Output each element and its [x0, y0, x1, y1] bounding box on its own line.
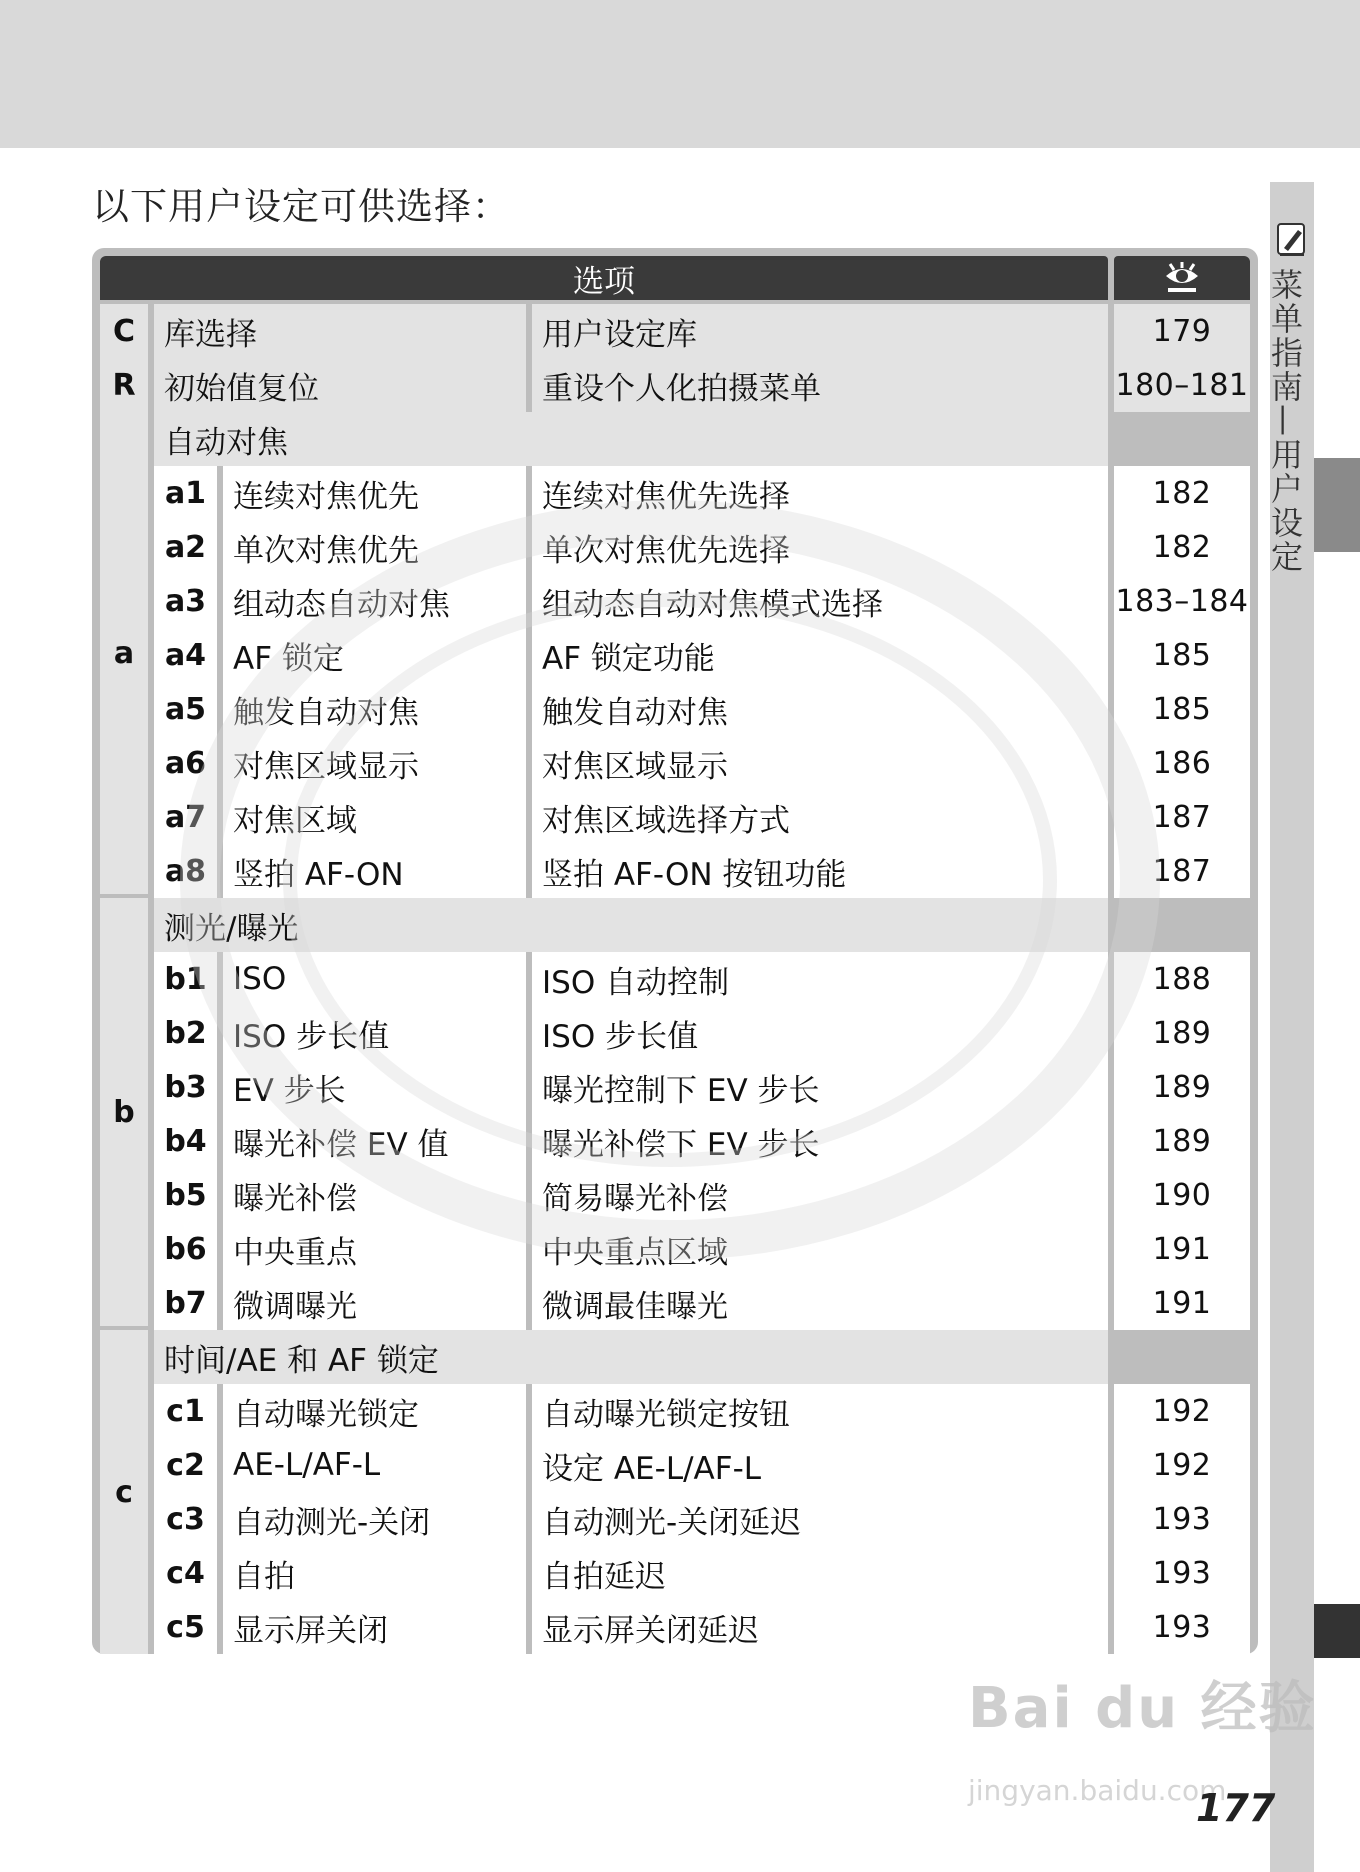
- options-table: [92, 248, 1258, 1654]
- item-code: b2: [154, 1006, 217, 1060]
- baidu-watermark-url: jingyan.baidu.com: [968, 1774, 1227, 1807]
- item-page: 192: [1114, 1384, 1250, 1438]
- item-name: 曝光补偿 EV 值: [223, 1114, 526, 1168]
- item-name: 自拍: [223, 1546, 526, 1600]
- item-page: 183–184: [1114, 574, 1250, 628]
- row-name: 库选择: [154, 304, 526, 358]
- item-name: 连续对焦优先: [223, 466, 526, 520]
- item-code: a2: [154, 520, 217, 574]
- item-page: 187: [1114, 790, 1250, 844]
- item-code: b3: [154, 1060, 217, 1114]
- group-letter-a: a: [100, 412, 148, 894]
- item-desc: AF 锁定功能: [532, 628, 1108, 682]
- intro-text: 以下用户设定可供选择：: [92, 185, 510, 228]
- item-desc: 设定 AE-L/AF-L: [532, 1438, 1108, 1492]
- item-name: 对焦区域: [223, 790, 526, 844]
- item-page: 190: [1114, 1168, 1250, 1222]
- item-desc: 自动曝光锁定按钮: [532, 1384, 1108, 1438]
- item-code: c2: [154, 1438, 217, 1492]
- item-desc: 单次对焦优先选择: [532, 520, 1108, 574]
- group-letter-b: b: [100, 898, 148, 1326]
- item-desc: 自拍延迟: [532, 1546, 1108, 1600]
- item-desc: 组动态自动对焦模式选择: [532, 574, 1108, 628]
- item-name: 中央重点: [223, 1222, 526, 1276]
- row-desc: 用户设定库: [532, 304, 1108, 358]
- item-page: 193: [1114, 1600, 1250, 1654]
- page-number: 177: [1196, 1786, 1276, 1830]
- pencil-icon: [1276, 222, 1308, 258]
- group-filler: [1114, 412, 1250, 466]
- item-page: 185: [1114, 628, 1250, 682]
- item-code: c5: [154, 1600, 217, 1654]
- item-name: 对焦区域显示: [223, 736, 526, 790]
- row-letter: R: [100, 358, 148, 412]
- item-name: 触发自动对焦: [223, 682, 526, 736]
- item-code: b5: [154, 1168, 217, 1222]
- eye-page-icon: [1162, 262, 1202, 294]
- item-code: c1: [154, 1384, 217, 1438]
- item-code: b6: [154, 1222, 217, 1276]
- row-page: 180–181: [1114, 358, 1250, 412]
- item-desc: 曝光补偿下 EV 步长: [532, 1114, 1108, 1168]
- item-desc: 连续对焦优先选择: [532, 466, 1108, 520]
- item-name: 单次对焦优先: [223, 520, 526, 574]
- item-code: b1: [154, 952, 217, 1006]
- item-name: AE-L/AF-L: [223, 1438, 526, 1492]
- item-desc: 微调最佳曝光: [532, 1276, 1108, 1330]
- item-code: a6: [154, 736, 217, 790]
- edge-index-mark: [1314, 458, 1360, 552]
- header-page-ref: [1114, 256, 1250, 300]
- item-name: 微调曝光: [223, 1276, 526, 1330]
- item-page: 186: [1114, 736, 1250, 790]
- item-name: AF 锁定: [223, 628, 526, 682]
- item-code: b7: [154, 1276, 217, 1330]
- item-page: 189: [1114, 1006, 1250, 1060]
- top-band: [0, 0, 1360, 148]
- group-letter-c: c: [100, 1330, 148, 1654]
- item-code: a4: [154, 628, 217, 682]
- item-page: 191: [1114, 1222, 1250, 1276]
- item-code: a5: [154, 682, 217, 736]
- item-desc: 对焦区域显示: [532, 736, 1108, 790]
- item-page: 185: [1114, 682, 1250, 736]
- item-desc: 触发自动对焦: [532, 682, 1108, 736]
- group-name: 测光/曝光: [154, 898, 1108, 952]
- item-code: b4: [154, 1114, 217, 1168]
- item-page: 188: [1114, 952, 1250, 1006]
- item-desc: ISO 自动控制: [532, 952, 1108, 1006]
- item-page: 193: [1114, 1492, 1250, 1546]
- header-options: 选项: [100, 256, 1108, 300]
- group-filler: [1114, 898, 1250, 952]
- item-code: a8: [154, 844, 217, 898]
- item-desc: 显示屏关闭延迟: [532, 1600, 1108, 1654]
- item-name: 组动态自动对焦: [223, 574, 526, 628]
- item-name: 自动曝光锁定: [223, 1384, 526, 1438]
- item-name: 显示屏关闭: [223, 1600, 526, 1654]
- group-name: 时间/AE 和 AF 锁定: [154, 1330, 1108, 1384]
- item-page: 182: [1114, 520, 1250, 574]
- item-name: 曝光补偿: [223, 1168, 526, 1222]
- group-name: 自动对焦: [154, 412, 1108, 466]
- item-desc: 竖拍 AF-ON 按钮功能: [532, 844, 1108, 898]
- item-code: a3: [154, 574, 217, 628]
- item-desc: 对焦区域选择方式: [532, 790, 1108, 844]
- item-name: ISO: [223, 952, 526, 1006]
- item-desc: ISO 步长值: [532, 1006, 1108, 1060]
- item-name: 竖拍 AF-ON: [223, 844, 526, 898]
- item-page: 182: [1114, 466, 1250, 520]
- item-desc: 中央重点区域: [532, 1222, 1108, 1276]
- item-code: c4: [154, 1546, 217, 1600]
- row-page: 179: [1114, 304, 1250, 358]
- edge-index-mark-dark: [1314, 1604, 1360, 1658]
- item-desc: 简易曝光补偿: [532, 1168, 1108, 1222]
- item-name: ISO 步长值: [223, 1006, 526, 1060]
- item-desc: 曝光控制下 EV 步长: [532, 1060, 1108, 1114]
- item-name: 自动测光-关闭: [223, 1492, 526, 1546]
- row-letter: C: [100, 304, 148, 358]
- group-filler: [1114, 1330, 1250, 1384]
- item-page: 189: [1114, 1114, 1250, 1168]
- row-desc: 重设个人化拍摄菜单: [532, 358, 1108, 412]
- item-desc: 自动测光-关闭延迟: [532, 1492, 1108, 1546]
- item-page: 187: [1114, 844, 1250, 898]
- item-code: c3: [154, 1492, 217, 1546]
- item-code: a7: [154, 790, 217, 844]
- side-tab-label: 菜单指南—用户设定: [1266, 268, 1304, 574]
- item-page: 191: [1114, 1276, 1250, 1330]
- item-page: 193: [1114, 1546, 1250, 1600]
- item-code: a1: [154, 466, 217, 520]
- item-page: 189: [1114, 1060, 1250, 1114]
- row-name: 初始值复位: [154, 358, 526, 412]
- baidu-watermark: Bai du 经验: [968, 1676, 1317, 1741]
- item-page: 192: [1114, 1438, 1250, 1492]
- item-name: EV 步长: [223, 1060, 526, 1114]
